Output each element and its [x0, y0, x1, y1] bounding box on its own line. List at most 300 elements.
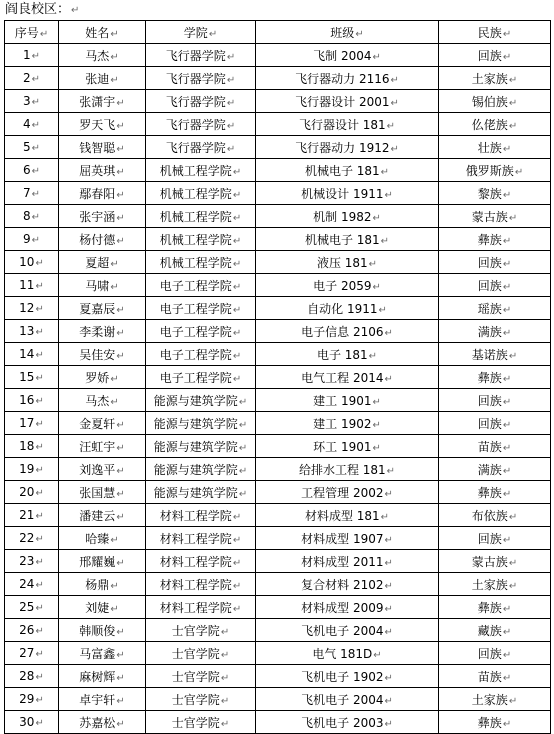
cell-text: 飞行器学院 — [165, 117, 226, 132]
cell-text: 1 — [22, 48, 31, 62]
cell-index — [5, 67, 59, 90]
cell-mark: ↵ — [514, 166, 524, 178]
cell-mark: ↵ — [35, 626, 44, 637]
cell-name — [59, 67, 146, 90]
cell-class — [256, 90, 439, 113]
cell-text: 夏嘉辰 — [79, 301, 116, 316]
cell-text: 俄罗斯族 — [465, 163, 514, 178]
cell-mark: ↵ — [110, 258, 119, 270]
cell-class — [256, 297, 439, 320]
cell-class — [256, 527, 439, 550]
table-row — [5, 458, 551, 481]
cell-index — [5, 44, 59, 67]
cell-ethnicity — [439, 481, 551, 504]
cell-text: 飞行器设计 2001 — [295, 94, 390, 109]
cell-ethnicity — [439, 504, 551, 527]
cell-text: 飞机电子 2003 — [301, 715, 384, 730]
cell-mark: ↵ — [116, 718, 125, 730]
cell-name — [59, 182, 146, 205]
cell-text: 基诺族 — [471, 347, 508, 362]
cell-mark: ↵ — [508, 557, 518, 569]
cell-mark: ↵ — [220, 718, 230, 730]
table-row — [5, 90, 551, 113]
cell-class — [256, 389, 439, 412]
cell-name — [59, 412, 146, 435]
cell-text: 18 — [19, 439, 35, 453]
cell-text: 电子 181 — [316, 347, 368, 362]
cell-mark: ↵ — [502, 396, 512, 408]
cell-mark: ↵ — [35, 511, 44, 522]
cell-ethnicity — [439, 389, 551, 412]
cell-ethnicity — [439, 136, 551, 159]
student-roster-table — [4, 20, 551, 734]
cell-text: 彝族 — [477, 232, 502, 247]
cell-class — [256, 412, 439, 435]
cell-mark: ↵ — [508, 580, 518, 592]
cell-mark: ↵ — [226, 143, 236, 155]
cell-text: 机制 1982 — [313, 209, 372, 224]
cell-text: 布依族 — [471, 508, 508, 523]
cell-mark: ↵ — [116, 488, 125, 500]
cell-mark: ↵ — [116, 189, 125, 201]
cell-index — [5, 619, 59, 642]
cell-name — [59, 44, 146, 67]
cell-college — [146, 90, 256, 113]
table-row — [5, 412, 551, 435]
cell-ethnicity — [439, 67, 551, 90]
cell-mark: ↵ — [208, 28, 218, 40]
cell-text: 9 — [22, 232, 31, 246]
cell-name — [59, 366, 146, 389]
cell-mark: ↵ — [232, 212, 242, 224]
cell-name — [59, 642, 146, 665]
cell-mark: ↵ — [35, 557, 44, 568]
cell-mark: ↵ — [372, 51, 381, 63]
cell-text: 刘逸平 — [79, 462, 116, 477]
cell-college — [146, 665, 256, 688]
cell-text: 能源与建筑学院 — [153, 462, 238, 477]
cell-index — [5, 642, 59, 665]
cell-text: 飞行器动力 2116 — [295, 71, 390, 86]
cell-text: 机械工程学院 — [159, 186, 232, 201]
cell-text: 电子工程学院 — [159, 278, 232, 293]
cell-mark: ↵ — [35, 350, 44, 361]
cell-mark: ↵ — [31, 74, 41, 85]
cell-ethnicity — [439, 343, 551, 366]
cell-text: 韩顺俊 — [79, 623, 116, 638]
cell-name — [59, 113, 146, 136]
table-row — [5, 297, 551, 320]
cell-name — [59, 527, 146, 550]
cell-mark: ↵ — [116, 442, 125, 454]
cell-mark: ↵ — [508, 74, 518, 86]
cell-mark: ↵ — [502, 442, 512, 454]
cell-text: 苗族 — [477, 439, 502, 454]
cell-college — [146, 274, 256, 297]
cell-college — [146, 136, 256, 159]
cell-text: 屈英琪 — [79, 163, 116, 178]
cell-mark: ↵ — [35, 649, 44, 660]
cell-text: 4 — [22, 117, 31, 131]
cell-index — [5, 412, 59, 435]
cell-college — [146, 320, 256, 343]
cell-mark: ↵ — [502, 672, 512, 684]
cell-mark: ↵ — [35, 603, 44, 614]
cell-mark: ↵ — [502, 235, 512, 247]
cell-text: 环工 1901 — [313, 439, 372, 454]
cell-mark: ↵ — [508, 511, 518, 523]
cell-index — [5, 458, 59, 481]
cell-class — [256, 596, 439, 619]
cell-text: 材料工程学院 — [159, 600, 232, 615]
cell-mark: ↵ — [372, 396, 381, 408]
cell-mark: ↵ — [384, 534, 393, 546]
cell-text: 民族 — [477, 25, 502, 40]
cell-mark: ↵ — [372, 212, 381, 224]
cell-mark: ↵ — [384, 580, 393, 592]
cell-index — [5, 550, 59, 573]
cell-mark: ↵ — [116, 465, 125, 477]
cell-mark: ↵ — [508, 350, 518, 362]
cell-name — [59, 343, 146, 366]
cell-index — [5, 90, 59, 113]
cell-mark: ↵ — [116, 419, 125, 431]
cell-mark: ↵ — [380, 511, 390, 523]
cell-text: 士官学院 — [171, 646, 220, 661]
cell-text: 29 — [19, 692, 35, 706]
campus-heading-text: 阎良校区： — [5, 2, 71, 17]
cell-mark: ↵ — [502, 28, 512, 40]
cell-class — [256, 435, 439, 458]
header-cell-class — [256, 21, 439, 44]
cell-class — [256, 366, 439, 389]
cell-text: 张宇涵 — [79, 209, 116, 224]
cell-mark: ↵ — [35, 488, 44, 499]
cell-mark: ↵ — [31, 51, 41, 62]
cell-mark: ↵ — [35, 534, 44, 545]
table-row — [5, 573, 551, 596]
cell-name — [59, 619, 146, 642]
cell-text: 能源与建筑学院 — [153, 485, 238, 500]
cell-class — [256, 481, 439, 504]
cell-text: 材料成型 181 — [304, 508, 380, 523]
cell-mark: ↵ — [35, 718, 44, 729]
cell-text: 机械工程学院 — [159, 255, 232, 270]
cell-text: 回族 — [477, 531, 502, 546]
cell-text: 24 — [19, 577, 35, 591]
cell-index — [5, 274, 59, 297]
cell-mark: ↵ — [384, 672, 393, 684]
cell-name — [59, 320, 146, 343]
table-row — [5, 481, 551, 504]
cell-text: 邢耀巍 — [79, 554, 116, 569]
cell-text: 飞行器设计 181 — [298, 117, 386, 132]
cell-ethnicity — [439, 320, 551, 343]
cell-mark: ↵ — [238, 419, 248, 431]
cell-mark: ↵ — [220, 626, 230, 638]
cell-text: 10 — [19, 255, 35, 269]
cell-text: 27 — [19, 646, 35, 660]
cell-mark: ↵ — [502, 258, 512, 270]
cell-college — [146, 182, 256, 205]
cell-text: 工程管理 2002 — [301, 485, 384, 500]
cell-college — [146, 596, 256, 619]
table-row — [5, 67, 551, 90]
cell-mark: ↵ — [35, 396, 44, 407]
cell-college — [146, 435, 256, 458]
cell-text: 序号 — [14, 25, 39, 40]
cell-text: 材料工程学院 — [159, 531, 232, 546]
cell-mark: ↵ — [110, 28, 119, 40]
cell-index — [5, 481, 59, 504]
cell-text: 黎族 — [477, 186, 502, 201]
cell-ethnicity — [439, 228, 551, 251]
header-cell-index — [5, 21, 59, 44]
table-row — [5, 320, 551, 343]
table-row — [5, 688, 551, 711]
cell-ethnicity — [439, 113, 551, 136]
cell-name — [59, 90, 146, 113]
cell-mark: ↵ — [390, 74, 399, 86]
cell-mark: ↵ — [384, 557, 393, 569]
table-row — [5, 642, 551, 665]
cell-index — [5, 251, 59, 274]
cell-text: 彝族 — [477, 370, 502, 385]
cell-text: 哈臻 — [85, 531, 110, 546]
table-row — [5, 205, 551, 228]
cell-mark: ↵ — [35, 465, 44, 476]
cell-text: 机械电子 181 — [304, 232, 380, 247]
cell-text: 罗娇 — [85, 370, 110, 385]
table-row — [5, 251, 551, 274]
table-row — [5, 504, 551, 527]
cell-text: 回族 — [477, 416, 502, 431]
cell-mark: ↵ — [116, 350, 125, 362]
table-row — [5, 228, 551, 251]
cell-ethnicity — [439, 205, 551, 228]
cell-mark: ↵ — [35, 419, 44, 430]
cell-text: 马杰 — [85, 48, 110, 63]
cell-mark: ↵ — [384, 718, 393, 730]
cell-text: 回族 — [477, 393, 502, 408]
cell-ethnicity — [439, 642, 551, 665]
cell-text: 士官学院 — [171, 692, 220, 707]
cell-mark: ↵ — [384, 373, 393, 385]
cell-name — [59, 159, 146, 182]
cell-mark: ↵ — [384, 603, 393, 615]
cell-text: 罗天飞 — [79, 117, 116, 132]
cell-text: 苏嘉松 — [79, 715, 116, 730]
cell-index — [5, 573, 59, 596]
cell-text: 蒙古族 — [471, 209, 508, 224]
cell-mark: ↵ — [116, 97, 125, 109]
cell-text: 电子 2059 — [313, 278, 372, 293]
cell-text: 25 — [19, 600, 35, 614]
cell-text: 张潇宇 — [79, 94, 116, 109]
cell-text: 彝族 — [477, 715, 502, 730]
cell-mark: ↵ — [232, 580, 242, 592]
cell-mark: ↵ — [116, 626, 125, 638]
cell-text: 建工 1902 — [313, 416, 372, 431]
cell-text: 材料成型 1907 — [301, 531, 384, 546]
cell-text: 14 — [19, 347, 35, 361]
cell-class — [256, 159, 439, 182]
cell-ethnicity — [439, 596, 551, 619]
cell-text: 6 — [22, 163, 31, 177]
cell-mark: ↵ — [368, 258, 378, 270]
cell-mark: ↵ — [116, 235, 125, 247]
cell-text: 机械设计 1911 — [301, 186, 384, 201]
cell-mark: ↵ — [110, 603, 119, 615]
cell-index — [5, 205, 59, 228]
cell-ethnicity — [439, 251, 551, 274]
cell-mark: ↵ — [508, 97, 518, 109]
cell-mark: ↵ — [502, 534, 512, 546]
cell-class — [256, 642, 439, 665]
cell-mark: ↵ — [226, 97, 236, 109]
cell-text: 彝族 — [477, 600, 502, 615]
cell-mark: ↵ — [508, 695, 518, 707]
cell-college — [146, 228, 256, 251]
cell-text: 机械工程学院 — [159, 163, 232, 178]
header-cell-college — [146, 21, 256, 44]
cell-text: 飞机电子 2004 — [301, 692, 384, 707]
cell-index — [5, 343, 59, 366]
cell-mark: ↵ — [508, 212, 518, 224]
cell-mark: ↵ — [232, 350, 242, 362]
cell-text: 班级 — [330, 25, 355, 40]
cell-mark: ↵ — [31, 120, 41, 131]
cell-ethnicity — [439, 90, 551, 113]
header-cell-ethnicity — [439, 21, 551, 44]
cell-mark: ↵ — [110, 534, 119, 546]
cell-text: 复合材料 2102 — [301, 577, 384, 592]
cell-text: 3 — [22, 94, 31, 108]
cell-college — [146, 297, 256, 320]
cell-name — [59, 435, 146, 458]
cell-text: 电子工程学院 — [159, 370, 232, 385]
cell-text: 28 — [19, 669, 35, 683]
cell-text: 7 — [22, 186, 31, 200]
cell-mark: ↵ — [232, 166, 242, 178]
cell-mark: ↵ — [502, 718, 512, 730]
cell-text: 回族 — [477, 278, 502, 293]
cell-mark: ↵ — [232, 189, 242, 201]
table-row — [5, 113, 551, 136]
cell-index — [5, 389, 59, 412]
cell-text: 满族 — [477, 462, 502, 477]
cell-index — [5, 182, 59, 205]
cell-mark: ↵ — [384, 626, 393, 638]
cell-text: 12 — [19, 301, 35, 315]
cell-mark: ↵ — [502, 488, 512, 500]
cell-text: 满族 — [477, 324, 502, 339]
cell-text: 马啸 — [85, 278, 110, 293]
cell-mark: ↵ — [35, 281, 44, 292]
cell-mark: ↵ — [238, 465, 248, 477]
cell-text: 卓宇轩 — [79, 692, 116, 707]
cell-text: 机械工程学院 — [159, 209, 232, 224]
cell-mark: ↵ — [380, 235, 390, 247]
cell-name — [59, 251, 146, 274]
cell-college — [146, 159, 256, 182]
cell-name — [59, 136, 146, 159]
cell-mark: ↵ — [502, 327, 512, 339]
cell-class — [256, 182, 439, 205]
cell-mark: ↵ — [232, 304, 242, 316]
cell-ethnicity — [439, 458, 551, 481]
cell-text: 液压 181 — [316, 255, 368, 270]
cell-mark: ↵ — [390, 97, 399, 109]
table-row — [5, 527, 551, 550]
cell-mark: ↵ — [31, 166, 41, 177]
cell-ethnicity — [439, 527, 551, 550]
cell-text: 汪虹宇 — [79, 439, 116, 454]
cell-mark: ↵ — [31, 97, 41, 108]
cell-text: 飞行器学院 — [165, 48, 226, 63]
cell-text: 材料工程学院 — [159, 508, 232, 523]
cell-mark: ↵ — [35, 258, 44, 269]
cell-class — [256, 688, 439, 711]
cell-index — [5, 688, 59, 711]
cell-class — [256, 44, 439, 67]
cell-text: 回族 — [477, 646, 502, 661]
cell-ethnicity — [439, 435, 551, 458]
cell-mark: ↵ — [232, 258, 242, 270]
table-row — [5, 159, 551, 182]
cell-mark: ↵ — [238, 396, 248, 408]
table-row — [5, 44, 551, 67]
cell-mark: ↵ — [502, 143, 512, 155]
cell-text: 能源与建筑学院 — [153, 416, 238, 431]
cell-mark: ↵ — [35, 695, 44, 706]
cell-ethnicity — [439, 619, 551, 642]
table-body — [5, 44, 551, 734]
cell-class — [256, 136, 439, 159]
cell-text: 土家族 — [471, 692, 508, 707]
cell-ethnicity — [439, 550, 551, 573]
cell-class — [256, 343, 439, 366]
cell-text: 士官学院 — [171, 715, 220, 730]
cell-mark: ↵ — [390, 143, 399, 155]
cell-college — [146, 481, 256, 504]
cell-text: 电气 181D — [312, 646, 373, 661]
cell-text: 材料工程学院 — [159, 577, 232, 592]
campus-heading — [5, 1, 79, 19]
cell-mark: ↵ — [110, 373, 119, 385]
cell-mark: ↵ — [220, 672, 230, 684]
table-row — [5, 550, 551, 573]
cell-ethnicity — [439, 412, 551, 435]
cell-college — [146, 389, 256, 412]
cell-index — [5, 504, 59, 527]
cell-college — [146, 642, 256, 665]
cell-text: 电子工程学院 — [159, 301, 232, 316]
cell-mark: ↵ — [116, 212, 125, 224]
table-row — [5, 665, 551, 688]
cell-text: 回族 — [477, 255, 502, 270]
cell-mark: ↵ — [116, 511, 125, 523]
cell-name — [59, 665, 146, 688]
cell-index — [5, 113, 59, 136]
cell-text: 15 — [19, 370, 35, 384]
cell-mark: ↵ — [116, 649, 125, 661]
cell-mark: ↵ — [384, 189, 393, 201]
cell-index — [5, 228, 59, 251]
cell-mark: ↵ — [372, 442, 381, 454]
table-row — [5, 366, 551, 389]
cell-class — [256, 665, 439, 688]
